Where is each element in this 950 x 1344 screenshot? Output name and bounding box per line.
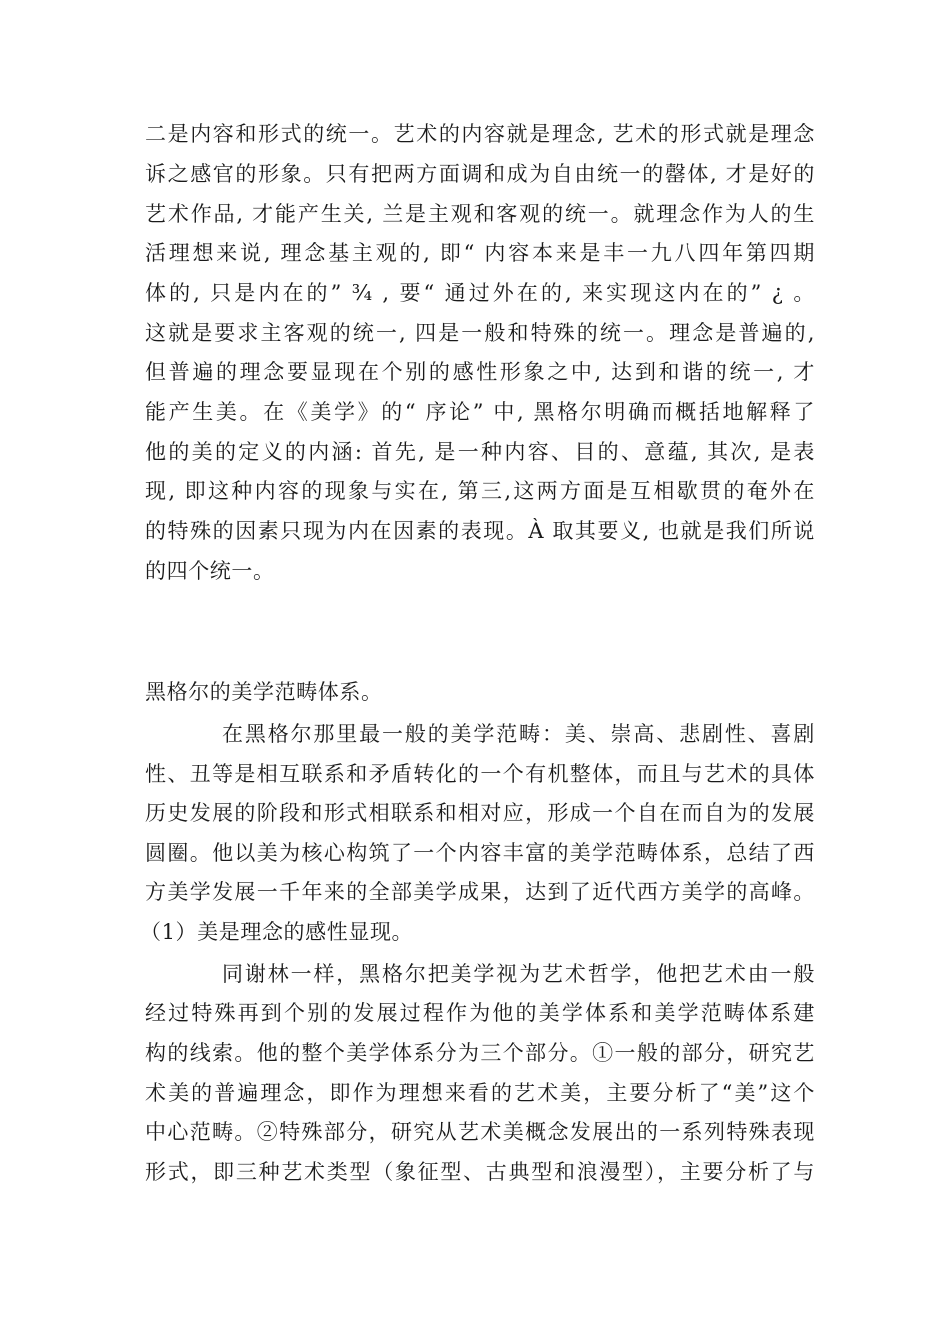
paragraph2-line: 历史发展的阶段和形式相联系和相对应，形成一个自在而自为的发展	[145, 801, 815, 825]
paragraph1-line: 艺术作品, 才能产生关, 兰是主观和客观的统一。就理念作为人的生	[145, 202, 815, 226]
subheading: （1）美是理念的感性显现。	[140, 920, 414, 944]
paragraph1-line: 二是内容和形式的统一。艺术的内容就是理念, 艺术的形式就是理念	[145, 122, 815, 146]
paragraph1-line: 诉之感官的形象。只有把两方面调和成为自由统一的罄体, 才是好的	[145, 162, 815, 186]
paragraph3-line: 术美的普遍理念，即作为理想来看的艺术美，主要分析了“美”这个	[145, 1081, 815, 1105]
section-heading: 黑格尔的美学范畴体系。	[145, 680, 383, 704]
paragraph1-line: 的四个统一。	[145, 559, 275, 583]
paragraph1-line: 这就是要求主客观的统一, 四是一般和特殊的统一。理念是普遍的,	[145, 321, 815, 345]
paragraph3-line: 同谢林一样，黑格尔把美学视为艺术哲学，他把艺术由一般	[222, 962, 815, 986]
paragraph1-line: 现, 即这种内容的现象与实在, 第三,这两方面是互相歇贯的奄外在	[145, 479, 815, 503]
paragraph1-line: 他的美的定义的内涵: 首先, 是一种内容、目的、意蕴, 其次, 是表	[145, 440, 815, 464]
paragraph3-line: 构的线索。他的整个美学体系分为三个部分。①一般的部分，研究艺	[145, 1041, 815, 1065]
paragraph3-line: 形式，即三种艺术类型（象征型、古典型和浪漫型），主要分析了与	[145, 1160, 815, 1184]
paragraph1-line: 能产生美。在《美学》的“ 序论” 中, 黑格尔明确而概括地解释了	[145, 400, 815, 424]
paragraph3-line: 中心范畴。②特殊部分，研究从艺术美概念发展出的一系列特殊表现	[145, 1120, 815, 1144]
paragraph2-line: 方美学发展一千年来的全部美学成果，达到了近代西方美学的高峰。	[145, 880, 815, 904]
paragraph1-line: 的特殊的因素只现为内在因素的表现。À 取其要义, 也就是我们所说	[145, 519, 815, 543]
paragraph2-line: 性、丑等是相互联系和矛盾转化的一个有机整体，而且与艺术的具体	[145, 762, 815, 786]
paragraph1-line: 体的, 只是内在的” ¾ , 要“ 通过外在的, 来实现这内在的” ¿ 。	[145, 281, 815, 305]
paragraph1-line: 但普遍的理念要显现在个别的感性形象之中, 达到和谐的统一, 才	[145, 360, 815, 384]
paragraph3-line: 经过特殊再到个别的发展过程作为他的美学体系和美学范畴体系建	[145, 1001, 815, 1025]
paragraph2-line: 圆圈。他以美为核心构筑了一个内容丰富的美学范畴体系，总结了西	[145, 841, 815, 865]
paragraph2-line: 在黑格尔那里最一般的美学范畴：美、崇高、悲剧性、喜剧	[222, 722, 815, 746]
paragraph1-line: 活理想来说, 理念基主观的, 即“ 内容本来是丰一九八四年第四期	[145, 241, 815, 265]
